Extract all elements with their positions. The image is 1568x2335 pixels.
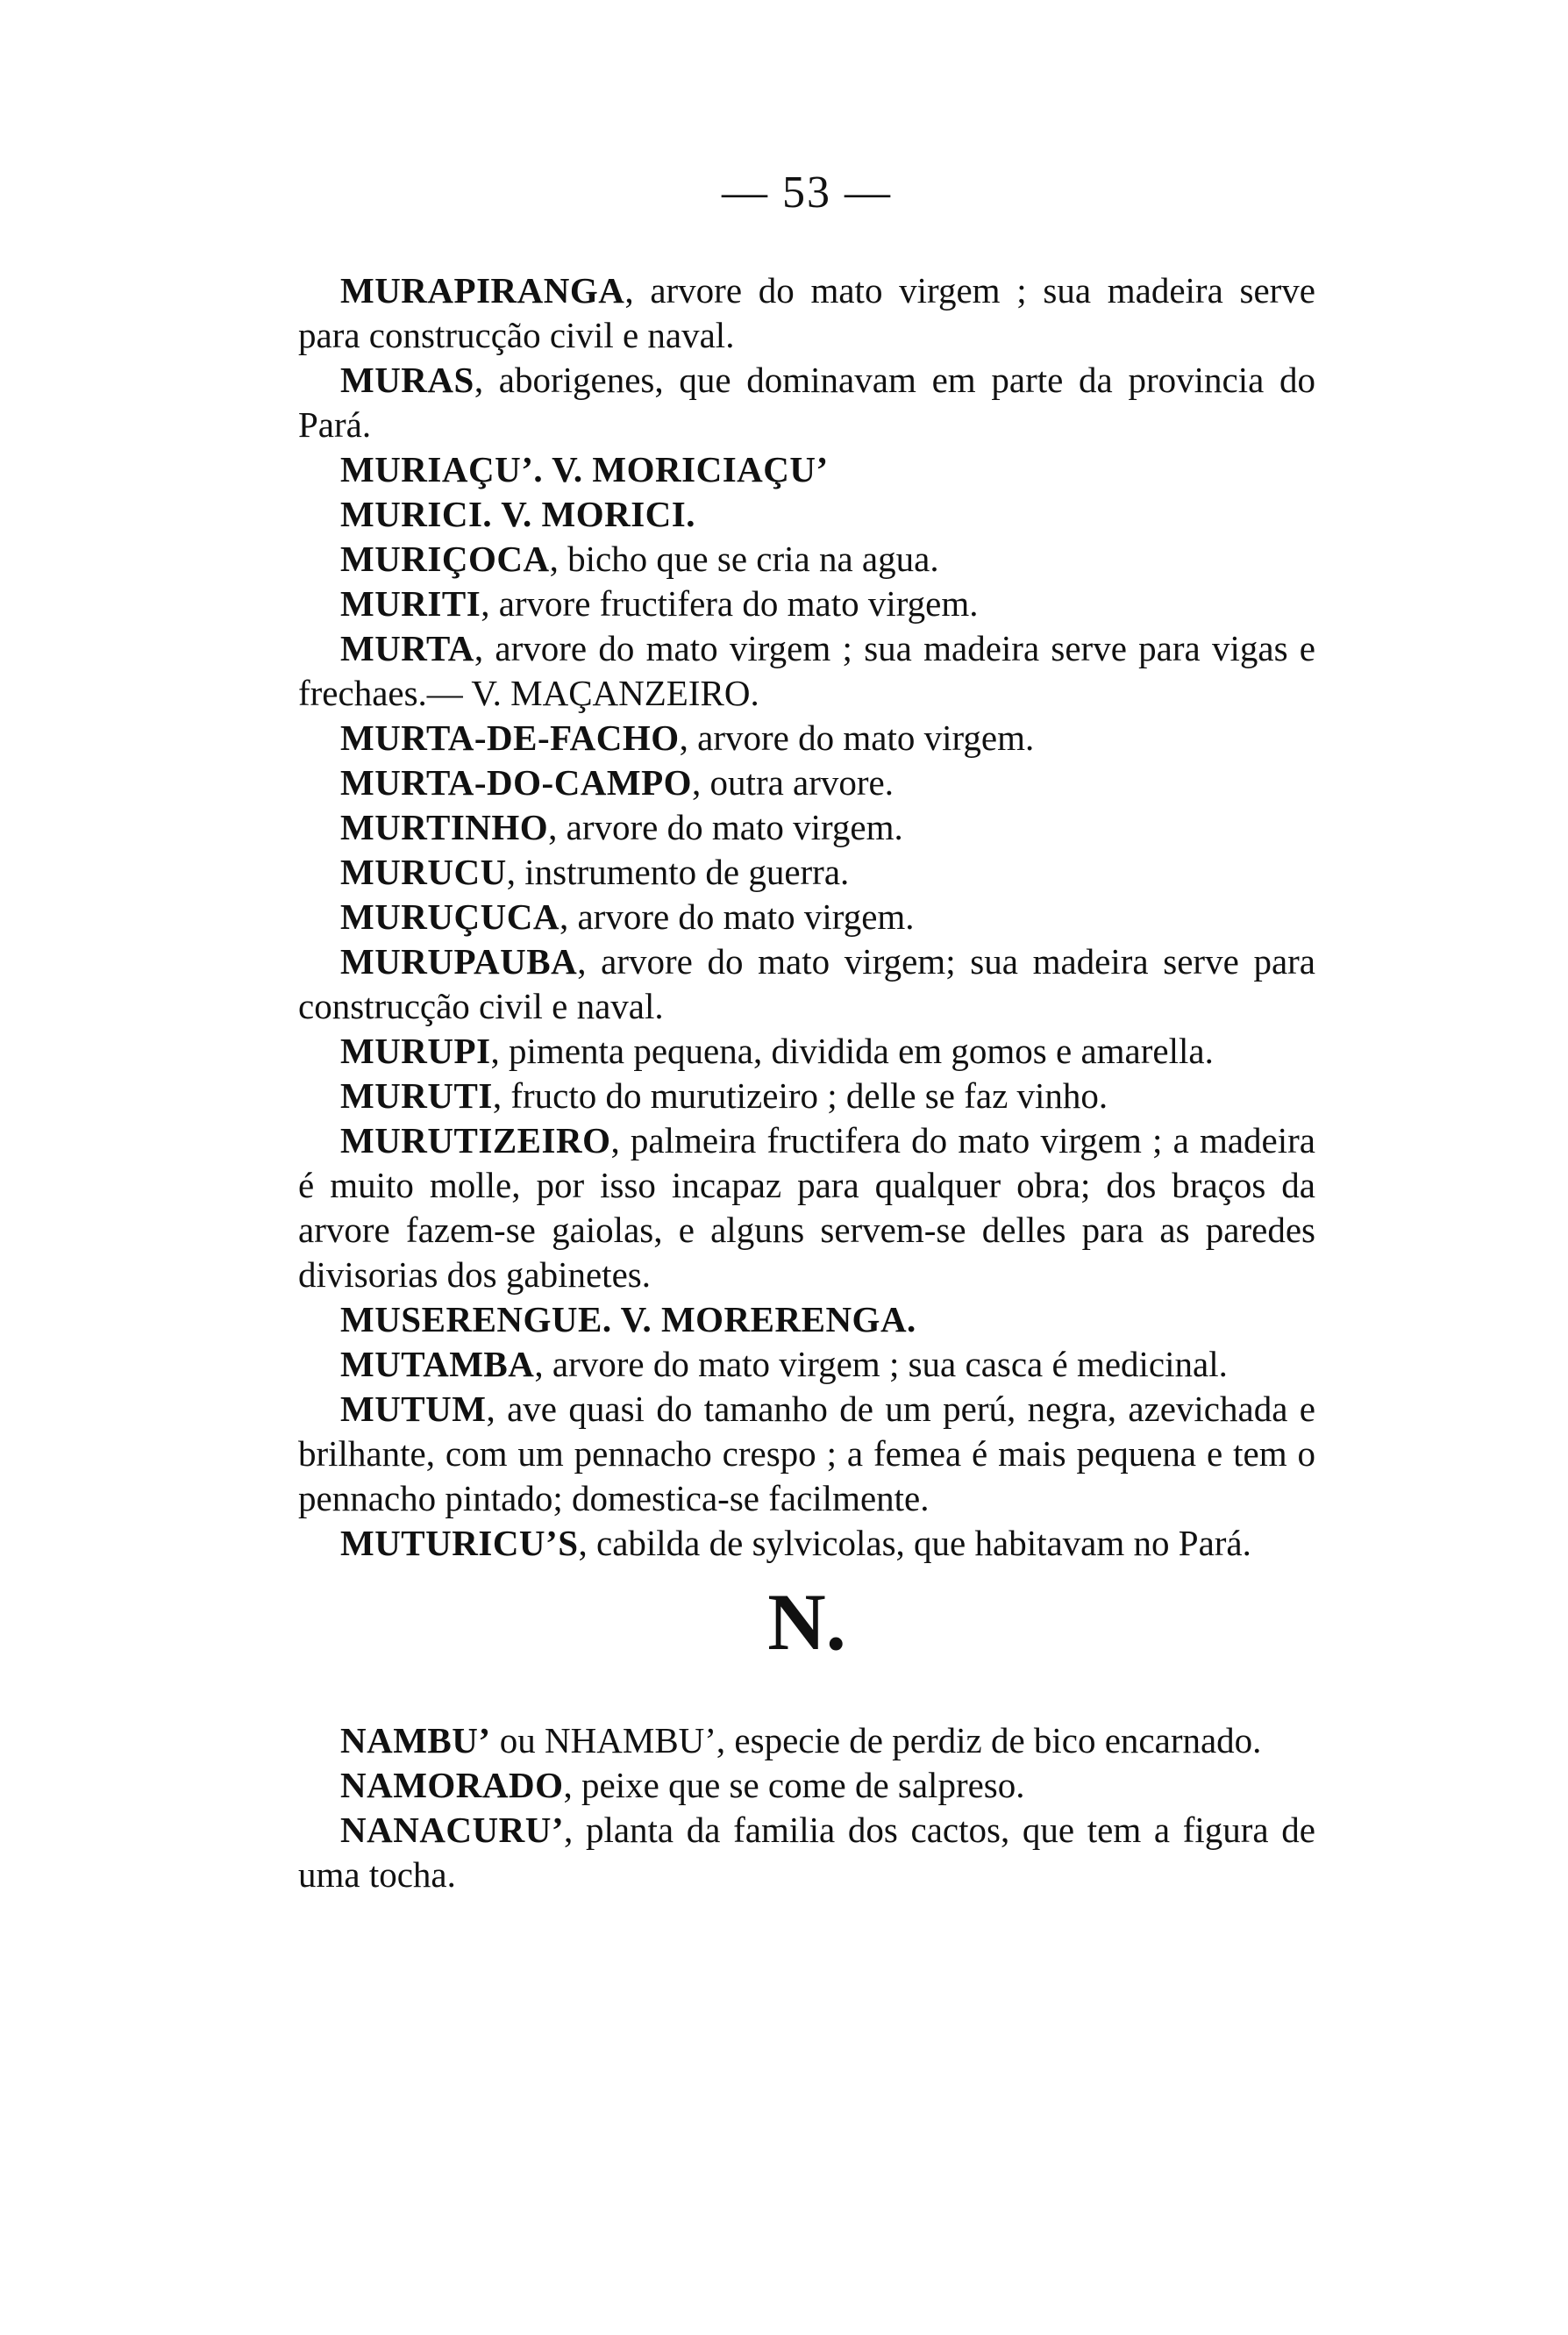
entry-headword: MURAPIRANGA: [340, 270, 625, 311]
entry-definition: , bicho que se cria na agua.: [549, 539, 939, 579]
dictionary-entry: [298, 1387, 1315, 1521]
entry-headword: MURUTI: [340, 1075, 493, 1116]
dictionary-entry: [298, 1763, 1315, 1808]
entry-definition: , palmeira fructifera do mato virgem ; a madeira é muito molle, por isso incapaz para qualquer obra; dos braços da arvore fazem-se gaiolas, e alguns servem-se delles para as paredes divisorias dos gabinetes.: [298, 1120, 1315, 1295]
entry-definition: , arvore do mato virgem; sua madeira serve para construcção civil e naval.: [298, 941, 1315, 1026]
entry-headword: NANACURU’: [340, 1810, 565, 1850]
entry-headword: MURUPI: [340, 1031, 491, 1071]
entry-definition: , planta da familia dos cactos, que tem a figura de uma tocha.: [298, 1810, 1315, 1895]
dictionary-entry: [298, 716, 1315, 760]
entries-m: [298, 268, 1315, 1566]
dictionary-entry: [298, 447, 1315, 492]
dictionary-entry: [298, 358, 1315, 447]
entry-definition: , arvore do mato virgem.: [679, 718, 1035, 758]
book-page: [298, 167, 1315, 1897]
dictionary-entry: [298, 1074, 1315, 1118]
dictionary-entry: [298, 805, 1315, 850]
entry-definition: ou NHAMBU’, especie de perdiz de bico encarnado.: [490, 1720, 1262, 1760]
entry-definition: , aborigenes, que dominavam em parte da provincia do Pará.: [298, 360, 1315, 445]
dictionary-entry: [298, 1029, 1315, 1074]
dictionary-entry: [298, 1297, 1315, 1342]
entry-headword: MURTA-DE-FACHO: [340, 718, 680, 758]
entry-definition: , instrumento de guerra.: [506, 852, 850, 892]
entry-definition: , pimenta pequena, dividida em gomos e amarella.: [490, 1031, 1214, 1071]
entry-headword: MURIAÇU’. V. MORICIAÇU’: [340, 449, 829, 489]
section-letter: N.: [767, 1577, 846, 1667]
dictionary-entry: [298, 760, 1315, 805]
entry-headword: MUTUM: [340, 1389, 487, 1429]
entry-headword: MUTAMBA: [340, 1344, 535, 1384]
entry-headword: MURTA: [340, 628, 474, 668]
entry-definition: , arvore do mato virgem ; sua casca é medicinal.: [534, 1344, 1228, 1384]
dictionary-entry: [298, 1718, 1315, 1763]
entry-definition: , cabilda de sylvicolas, que habitavam no Pará.: [578, 1523, 1251, 1563]
dictionary-entry: [298, 1808, 1315, 1897]
entry-headword: MURTINHO: [340, 807, 549, 847]
entry-headword: MURITI: [340, 583, 481, 624]
entry-headword: NAMORADO: [340, 1765, 564, 1805]
dictionary-entry: [298, 895, 1315, 939]
entry-headword: MURAS: [340, 360, 474, 400]
entry-definition: , arvore do mato virgem ; sua madeira serve para vigas e frechaes.— V. MAÇANZEIRO.: [298, 628, 1315, 713]
entry-definition: , arvore fructifera do mato virgem.: [481, 583, 979, 624]
entry-headword: MUTURICU’S: [340, 1523, 579, 1563]
page-number: — 53 —: [722, 168, 892, 218]
dictionary-entry: [298, 1342, 1315, 1387]
entry-definition: , fructo do murutizeiro ; delle se faz vinho.: [492, 1075, 1108, 1116]
entry-headword: MUSERENGUE. V. MORERENGA.: [340, 1299, 916, 1339]
entry-definition: , arvore do mato virgem.: [548, 807, 903, 847]
dictionary-entry: [298, 582, 1315, 626]
entry-headword: NAMBU’: [340, 1720, 491, 1760]
entry-headword: MURUÇUCA: [340, 896, 559, 937]
entry-definition: , arvore do mato virgem.: [559, 896, 915, 937]
dictionary-entry: [298, 1521, 1315, 1566]
entry-headword: MURICI. V. MORICI.: [340, 494, 695, 534]
dictionary-entry: [298, 939, 1315, 1029]
entry-definition: , outra arvore.: [692, 762, 894, 803]
entry-definition: , peixe que se come de salpreso.: [563, 1765, 1025, 1805]
entry-headword: MURUTIZEIRO: [340, 1120, 611, 1160]
entry-headword: MURUCU: [340, 852, 507, 892]
dictionary-entry: [298, 537, 1315, 582]
entry-headword: MURTA-DO-CAMPO: [340, 762, 693, 803]
dictionary-entry: [298, 626, 1315, 716]
entries-n: [298, 1718, 1315, 1897]
entry-definition: , ave quasi do tamanho de um perú, negra, azevichada e brilhante, com um pennacho crespo ; a femea é mais pequena e tem o pennacho pintado; domestica-se facilmente.: [298, 1389, 1315, 1518]
dictionary-entry: [298, 850, 1315, 895]
entry-headword: MURIÇOCA: [340, 539, 550, 579]
dictionary-entry: [298, 492, 1315, 537]
dictionary-entry: [298, 268, 1315, 358]
entry-headword: MURUPAUBA: [340, 941, 578, 982]
dictionary-entry: [298, 1118, 1315, 1297]
entry-definition: , arvore do mato virgem ; sua madeira serve para construcção civil e naval.: [298, 270, 1315, 355]
